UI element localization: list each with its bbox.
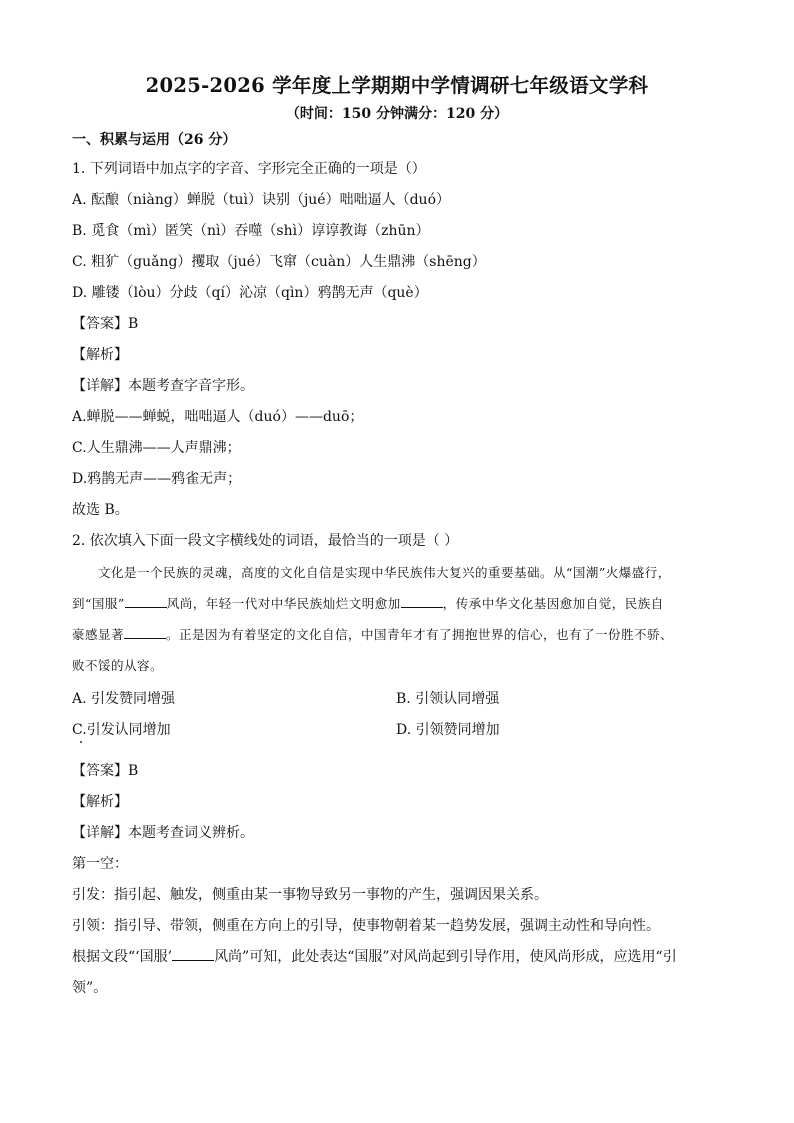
q1-detail: 【详解】本题考查字音字形。 <box>72 378 254 394</box>
q2-option-b: B. 引领认同增强 <box>396 691 500 707</box>
q1-option-c: C. 粗犷（guǎng）攫取（jué）飞窜（cuàn）人生鼎沸（shēng） <box>72 254 486 270</box>
q2-yinling-definition: 引领：指引导、带领，侧重在方向上的引导，使事物朝着某一趋势发展，强调主动性和导向性。 <box>72 918 660 934</box>
passage-text: 到“国服” <box>72 596 125 611</box>
q2-option-a: A. 引发赞同增强 <box>72 691 176 707</box>
q2-detail: 【详解】本题考查词义辨析。 <box>72 825 254 841</box>
reason-text: 风尚”可知，此处表达“国服”对风尚起到引导作用，使风尚形成，应选用“引 <box>214 949 677 965</box>
fill-blank-1 <box>125 595 167 608</box>
passage-text: 豪感显著 <box>72 627 125 642</box>
q2-passage-line-3 <box>72 625 727 645</box>
q2-passage-line-1: 文化是一个民族的灵魂，高度的文化自信是实现中华民族伟大复兴的重要基础。从“国潮”火爆盛行， <box>98 565 671 580</box>
q2-stem: 2. 依次填入下面一段文字横线处的词语，最恰当的一项是（ ） <box>72 533 459 549</box>
q1-option-a: A. 酝酿（niàng）蝉脱（tuì）诀别（jué）咄咄逼人（duó） <box>72 192 450 208</box>
fill-blank-3 <box>124 626 166 639</box>
fill-blank-ref <box>172 948 214 961</box>
q1-stem: 1. 下列词语中加点字的字音、字形完全正确的一项是（） <box>72 161 426 177</box>
q2-reasoning-cont: 领”。 <box>72 980 108 996</box>
stray-dot <box>80 741 82 743</box>
q2-passage-line-2 <box>72 594 727 614</box>
q2-answer: 【答案】B <box>72 763 139 779</box>
section-heading: 一、积累与运用（26 分） <box>72 132 237 148</box>
reason-text: 根据文段“‘国服’ <box>72 949 173 965</box>
page-subtitle: （时间：150 分钟满分：120 分） <box>285 106 509 122</box>
passage-text: ，传承中华文化基因愈加自觉，民族自 <box>442 596 664 611</box>
q1-conclusion: 故选 B。 <box>72 502 129 518</box>
q2-yinfa-definition: 引发：指引起、触发，侧重由某一事物导致另一事物的产生，强调因果关系。 <box>72 887 548 903</box>
q2-first-blank: 第一空： <box>72 856 128 872</box>
q2-option-c: C.引发认同增加 <box>72 722 171 738</box>
passage-text: 风尚，年轻一代对中华民族灿烂文明愈加 <box>166 596 401 611</box>
page-title: 2025-2026 学年度上学期期中学情调研七年级语文学科 <box>145 74 649 97</box>
q2-reasoning <box>72 947 677 967</box>
q1-explain-c: C.人生鼎沸——人声鼎沸； <box>72 440 241 456</box>
q2-passage-line-4: 败不馁的从容。 <box>72 658 164 673</box>
fill-blank-2 <box>401 595 443 608</box>
q1-answer: 【答案】B <box>72 316 139 332</box>
q1-analysis-label: 【解析】 <box>72 347 128 363</box>
q2-analysis-label: 【解析】 <box>72 794 128 810</box>
q2-option-d: D. 引领赞同增加 <box>396 722 500 738</box>
passage-text: 。正是因为有着坚定的文化自信，中国青年才有了拥抱世界的信心，也有了一份胜不骄、 <box>166 627 674 642</box>
q1-explain-a: A.蝉脱——蝉蜕，咄咄逼人（duó）——duō； <box>72 409 364 425</box>
q1-explain-d: D.鸦鹊无声——鸦雀无声； <box>72 471 242 487</box>
q1-option-d: D. 雕镂（lòu）分歧（qí）沁凉（qìn）鸦鹊无声（què） <box>72 285 428 301</box>
q1-option-b: B. 觅食（mì）匿笑（nì）吞噬（shì）谆谆教诲（zhūn） <box>72 223 430 239</box>
